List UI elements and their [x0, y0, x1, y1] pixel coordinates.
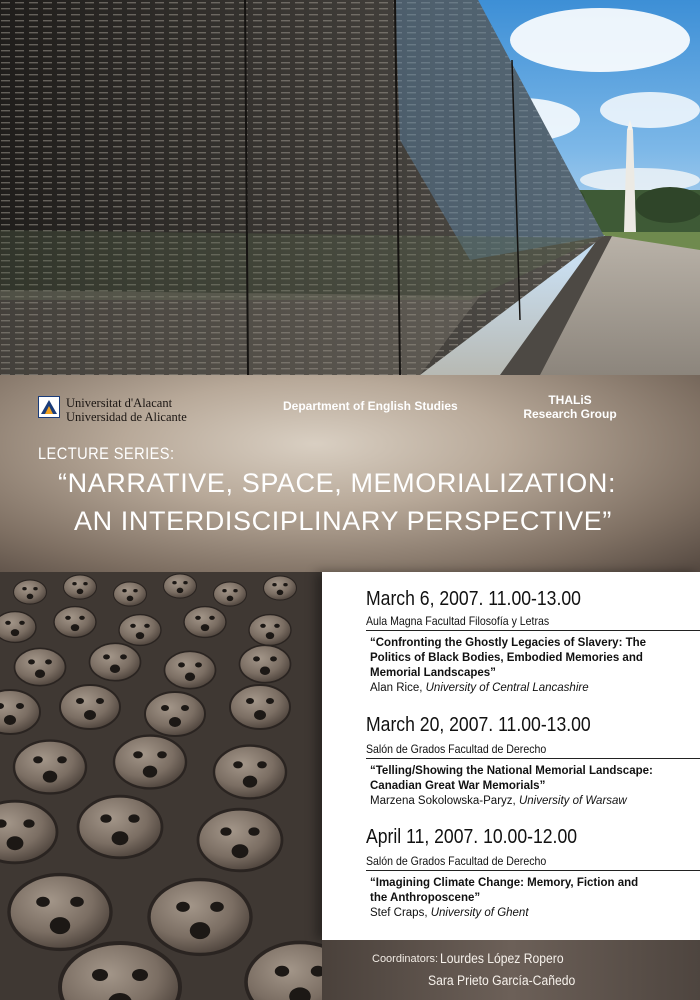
event-2-date: March 20, 2007. 11.00-13.00	[366, 714, 591, 736]
event-3-talk-line2: the Anthroposcene”	[370, 892, 481, 904]
event-3-talk-line1: “Imagining Climate Change: Memory, Fiction and	[370, 877, 639, 889]
coordinators-bar	[322, 940, 700, 1000]
series-label: LECTURE SERIES:	[38, 444, 175, 463]
event-2-speaker	[370, 795, 627, 807]
department-name: Department of English Studies	[283, 399, 458, 413]
event-3-talk-title	[370, 876, 695, 906]
event-2-speaker-name: Marzena Sokolowska-Paryz,	[370, 795, 516, 807]
faces-photo	[0, 572, 322, 1000]
event-2-venue: Salón de Grados Facultad de Derecho	[366, 742, 547, 756]
event-1-speaker-name: Alan Rice,	[370, 682, 423, 694]
event-1-talk-title	[370, 636, 695, 681]
event-2-speaker-affiliation: University of Warsaw	[518, 795, 627, 807]
research-group-label: Research Group	[523, 407, 617, 421]
event-3-date: April 11, 2007. 10.00-12.00	[366, 826, 578, 848]
event-1-speaker	[370, 682, 589, 694]
event-3-speaker-name: Stef Craps,	[370, 907, 428, 919]
event-2-talk-title	[370, 764, 695, 794]
hero-photo	[0, 0, 700, 375]
event-2-talk-line1: “Telling/Showing the National Memorial Landscape:	[370, 765, 653, 777]
event-1-talk-line1: “Confronting the Ghostly Legacies of Slavery: The	[370, 637, 647, 649]
event-1-talk-line2: Politics of Black Bodies, Embodied Memories and	[370, 652, 643, 664]
event-2-divider	[366, 758, 700, 759]
series-title-line1: “NARRATIVE, SPACE, MEMORIALIZATION:	[58, 468, 617, 498]
event-1-date: March 6, 2007. 11.00-13.00	[366, 588, 581, 610]
event-1-speaker-affiliation: University of Central Lancashire	[425, 682, 589, 694]
research-group-name: THALiS	[548, 393, 592, 407]
event-3-speaker-affiliation: University of Ghent	[430, 907, 529, 919]
event-1-talk-line3: Memorial Landscapes”	[370, 667, 496, 679]
event-3-speaker	[370, 907, 529, 919]
coordinator-1: Lourdes López Ropero	[440, 951, 564, 966]
event-3-divider	[366, 870, 700, 871]
event-3-venue: Salón de Grados Facultad de Derecho	[366, 854, 547, 868]
event-2-talk-line2: Canadian Great War Memorials”	[370, 780, 546, 792]
coordinator-2: Sara Prieto García-Cañedo	[428, 973, 576, 988]
event-1-venue: Aula Magna Facultad Filosofía y Letras	[366, 614, 550, 628]
event-1-divider	[366, 630, 700, 631]
research-group	[520, 393, 620, 421]
university-logo-icon	[38, 396, 60, 418]
coordinators-label: Coordinators:	[372, 953, 439, 965]
university-name-line1: Universitat d'Alacant	[66, 396, 173, 410]
lecture-schedule	[322, 572, 700, 940]
series-title-line2: AN INTERDISCIPLINARY PERSPECTIVE”	[74, 506, 612, 536]
university-name-line2: Universidad de Alicante	[66, 410, 187, 424]
